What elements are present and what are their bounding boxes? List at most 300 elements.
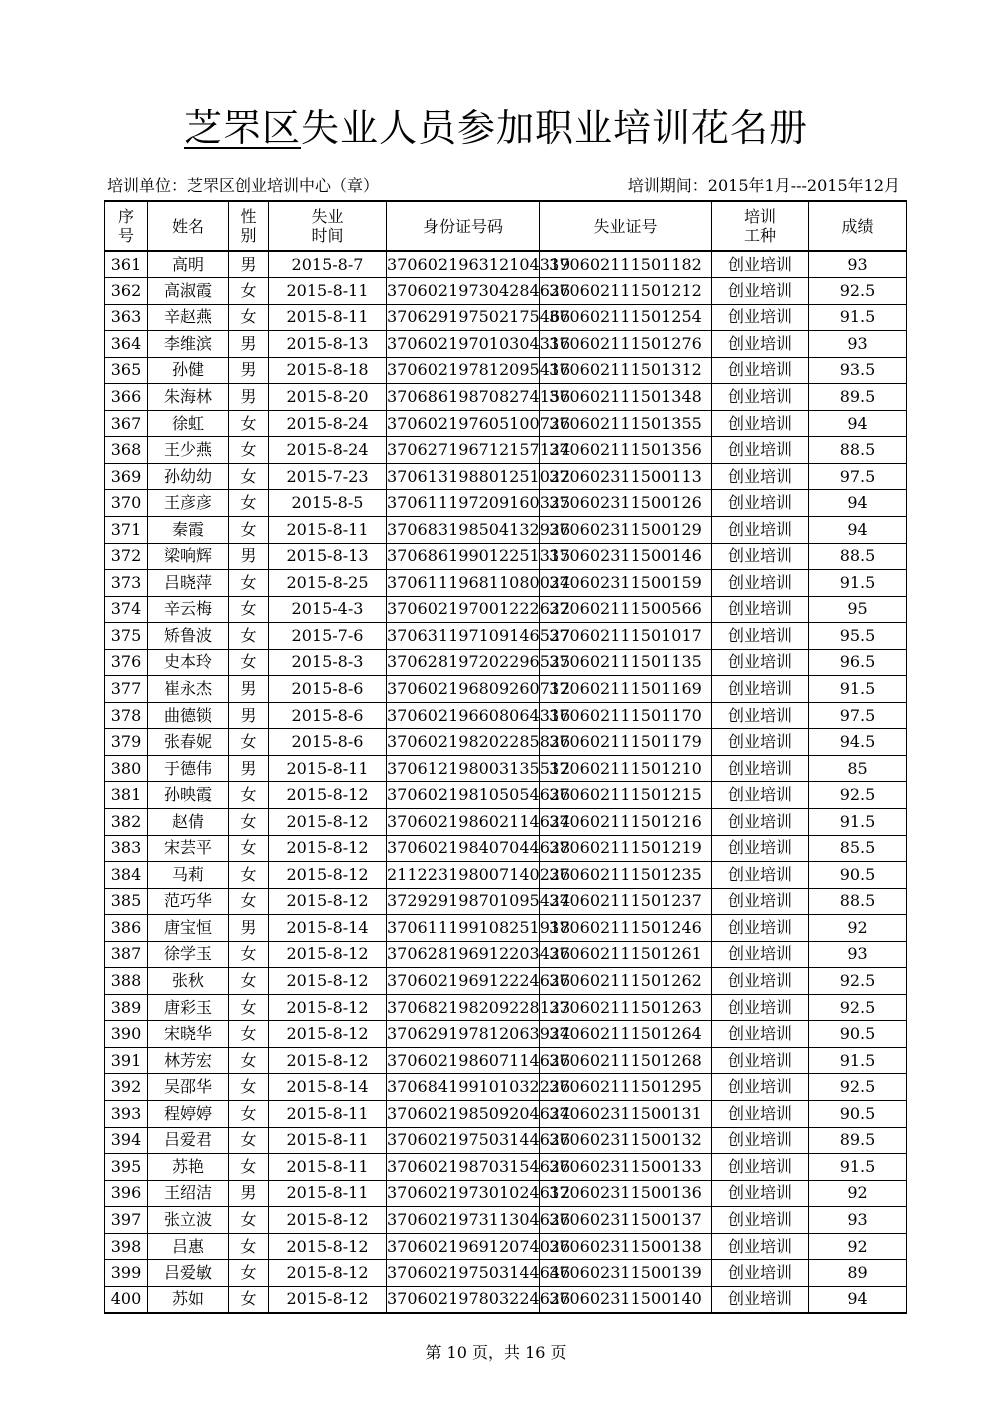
- row-id-number: 370629197502175466: [387, 304, 540, 331]
- table-row: [105, 596, 907, 623]
- row-unemployment-time: 2015-8-11: [269, 278, 387, 305]
- row-id-number: 211223198007140226: [387, 862, 540, 889]
- row-no: 370: [105, 490, 148, 517]
- row-no: 386: [105, 915, 148, 942]
- row-certificate-number: 370602111501263: [540, 994, 712, 1021]
- row-score: 88.5: [809, 543, 907, 570]
- row-certificate-number: 370602111501356: [540, 437, 712, 464]
- row-certificate-number: 370602111501246: [540, 915, 712, 942]
- row-name: 吕爱敏: [148, 1260, 229, 1287]
- row-no: 387: [105, 941, 148, 968]
- row-unemployment-time: 2015-8-24: [269, 410, 387, 437]
- row-score: 92: [809, 1233, 907, 1260]
- row-score: 92.5: [809, 994, 907, 1021]
- row-id-number: 370628197202296525: [387, 649, 540, 676]
- page-footer: 第 10 页，共 16 页: [425, 1343, 567, 1362]
- row-id-number: 370686198708274156: [387, 384, 540, 411]
- row-training-type: 创业培训: [712, 1260, 809, 1287]
- table-row: [105, 357, 907, 384]
- row-id-number: 370628196912203426: [387, 941, 540, 968]
- row-no: 379: [105, 729, 148, 756]
- row-name: 范巧华: [148, 888, 229, 915]
- table-row: [105, 1180, 907, 1207]
- title-main: 失业人员参加职业培训花名册: [301, 106, 809, 150]
- row-gender: 女: [229, 808, 269, 835]
- row-certificate-number: 370602111501295: [540, 1074, 712, 1101]
- row-gender: 女: [229, 1127, 269, 1154]
- row-training-type: 创业培训: [712, 410, 809, 437]
- table-row: [105, 1074, 907, 1101]
- row-score: 97.5: [809, 463, 907, 490]
- row-id-number: 370602197503144646: [387, 1260, 540, 1287]
- row-training-type: 创业培训: [712, 782, 809, 809]
- row-certificate-number: 370602111501182: [540, 251, 712, 278]
- row-no: 363: [105, 304, 148, 331]
- row-training-type: 创业培训: [712, 516, 809, 543]
- table-row: [105, 1207, 907, 1234]
- row-unemployment-time: 2015-4-3: [269, 596, 387, 623]
- table-row: [105, 862, 907, 889]
- row-certificate-number: 370602111501276: [540, 331, 712, 358]
- row-gender: 女: [229, 1260, 269, 1287]
- row-training-type: 创业培训: [712, 755, 809, 782]
- row-training-type: 创业培训: [712, 463, 809, 490]
- row-score: 94: [809, 490, 907, 517]
- row-certificate-number: 370602111501312: [540, 357, 712, 384]
- row-id-number: 370602198407044628: [387, 835, 540, 862]
- table-row: [105, 384, 907, 411]
- row-unemployment-time: 2015-7-6: [269, 623, 387, 650]
- row-unemployment-time: 2015-8-11: [269, 1101, 387, 1128]
- row-id-number: 370602198607114626: [387, 1047, 540, 1074]
- row-name: 马莉: [148, 862, 229, 889]
- row-certificate-number: 370602111500566: [540, 596, 712, 623]
- row-no: 389: [105, 994, 148, 1021]
- row-training-type: 创业培训: [712, 941, 809, 968]
- row-name: 高明: [148, 251, 229, 278]
- row-certificate-number: 370602111501261: [540, 941, 712, 968]
- row-score: 91.5: [809, 1154, 907, 1181]
- table-row: [105, 941, 907, 968]
- row-gender: 男: [229, 1180, 269, 1207]
- table-row: [105, 676, 907, 703]
- row-no: 390: [105, 1021, 148, 1048]
- table-row: [105, 251, 907, 278]
- row-score: 89.5: [809, 384, 907, 411]
- row-training-type: 创业培训: [712, 331, 809, 358]
- table-row: [105, 516, 907, 543]
- row-unemployment-time: 2015-8-13: [269, 331, 387, 358]
- row-id-number: 370629197812063924: [387, 1021, 540, 1048]
- table-row: [105, 331, 907, 358]
- row-training-type: 创业培训: [712, 304, 809, 331]
- row-name: 曲德锁: [148, 702, 229, 729]
- row-unemployment-time: 2015-8-12: [269, 888, 387, 915]
- row-id-number: 370602198509204624: [387, 1101, 540, 1128]
- row-unemployment-time: 2015-8-11: [269, 1154, 387, 1181]
- row-name: 孙健: [148, 357, 229, 384]
- row-certificate-number: 370602111501262: [540, 968, 712, 995]
- row-name: 徐学玉: [148, 941, 229, 968]
- row-score: 92.5: [809, 782, 907, 809]
- row-name: 孙幼幼: [148, 463, 229, 490]
- row-no: 375: [105, 623, 148, 650]
- row-name: 唐彩玉: [148, 994, 229, 1021]
- row-name: 张春妮: [148, 729, 229, 756]
- row-score: 93: [809, 1207, 907, 1234]
- row-certificate-number: 370602111501348: [540, 384, 712, 411]
- row-gender: 女: [229, 278, 269, 305]
- row-certificate-number: 370602311500136: [540, 1180, 712, 1207]
- row-id-number: 370686199012251315: [387, 543, 540, 570]
- row-score: 92.5: [809, 278, 907, 305]
- row-training-type: 创业培训: [712, 994, 809, 1021]
- row-unemployment-time: 2015-8-5: [269, 490, 387, 517]
- row-id-number: 370613198801251022: [387, 463, 540, 490]
- row-score: 94: [809, 516, 907, 543]
- row-training-type: 创业培训: [712, 835, 809, 862]
- row-gender: 女: [229, 835, 269, 862]
- row-training-type: 创业培训: [712, 915, 809, 942]
- row-no: 365: [105, 357, 148, 384]
- row-certificate-number: 370602311500113: [540, 463, 712, 490]
- row-name: 高淑霞: [148, 278, 229, 305]
- row-name: 辛赵燕: [148, 304, 229, 331]
- table-row: [105, 1101, 907, 1128]
- row-id-number: 370602197803224626: [387, 1286, 540, 1313]
- table-row: [105, 808, 907, 835]
- row-name: 张立波: [148, 1207, 229, 1234]
- row-no: 377: [105, 676, 148, 703]
- row-unemployment-time: 2015-8-11: [269, 304, 387, 331]
- row-id-number: 370602197301024612: [387, 1180, 540, 1207]
- row-score: 92.5: [809, 968, 907, 995]
- row-score: 90.5: [809, 1101, 907, 1128]
- row-gender: 男: [229, 543, 269, 570]
- row-score: 88.5: [809, 888, 907, 915]
- training-unit: 培训单位：芝罘区创业培训中心（章）: [107, 176, 380, 195]
- row-no: 361: [105, 251, 148, 278]
- row-score: 95.5: [809, 623, 907, 650]
- row-score: 91.5: [809, 304, 907, 331]
- row-training-type: 创业培训: [712, 649, 809, 676]
- row-score: 92: [809, 1180, 907, 1207]
- row-certificate-number: 370602311500133: [540, 1154, 712, 1181]
- row-name: 苏艳: [148, 1154, 229, 1181]
- row-no: 391: [105, 1047, 148, 1074]
- row-unemployment-time: 2015-8-11: [269, 516, 387, 543]
- row-no: 364: [105, 331, 148, 358]
- row-no: 376: [105, 649, 148, 676]
- row-name: 王绍洁: [148, 1180, 229, 1207]
- title-district: 芝罘区: [183, 106, 301, 150]
- row-score: 92.5: [809, 1074, 907, 1101]
- row-id-number: 370602196312104319: [387, 251, 540, 278]
- row-training-type: 创业培训: [712, 1286, 809, 1313]
- row-id-number: 370602198105054626: [387, 782, 540, 809]
- table-row: [105, 1154, 907, 1181]
- row-certificate-number: 370602111501268: [540, 1047, 712, 1074]
- row-certificate-number: 370602311500138: [540, 1233, 712, 1260]
- row-id-number: 370611199108251918: [387, 915, 540, 942]
- row-unemployment-time: 2015-8-12: [269, 968, 387, 995]
- row-training-type: 创业培训: [712, 1101, 809, 1128]
- row-certificate-number: 370602111501169: [540, 676, 712, 703]
- row-training-type: 创业培训: [712, 570, 809, 597]
- header-training-type: 培训 工种: [712, 201, 809, 251]
- table-row: [105, 702, 907, 729]
- row-name: 张秋: [148, 968, 229, 995]
- row-certificate-number: 370602111501355: [540, 410, 712, 437]
- row-no: 369: [105, 463, 148, 490]
- row-name: 吕爱君: [148, 1127, 229, 1154]
- row-training-type: 创业培训: [712, 251, 809, 278]
- row-score: 90.5: [809, 862, 907, 889]
- row-score: 94: [809, 410, 907, 437]
- row-certificate-number: 370602311500137: [540, 1207, 712, 1234]
- row-no: 378: [105, 702, 148, 729]
- row-certificate-number: 370602311500132: [540, 1127, 712, 1154]
- row-id-number: 370627196712157124: [387, 437, 540, 464]
- row-certificate-number: 370602111501215: [540, 782, 712, 809]
- row-score: 92: [809, 915, 907, 942]
- row-no: 372: [105, 543, 148, 570]
- row-unemployment-time: 2015-8-11: [269, 1180, 387, 1207]
- row-unemployment-time: 2015-8-6: [269, 729, 387, 756]
- row-id-number: 370602197503144626: [387, 1127, 540, 1154]
- row-id-number: 370602196608064316: [387, 702, 540, 729]
- row-score: 93.5: [809, 357, 907, 384]
- row-training-type: 创业培训: [712, 596, 809, 623]
- row-gender: 男: [229, 384, 269, 411]
- header-gender: 性 别: [229, 201, 269, 251]
- row-id-number: 370684199101032226: [387, 1074, 540, 1101]
- table-row: [105, 1127, 907, 1154]
- table-header: [105, 201, 907, 251]
- row-score: 91.5: [809, 1047, 907, 1074]
- row-certificate-number: 370602311500159: [540, 570, 712, 597]
- row-certificate-number: 370602111501179: [540, 729, 712, 756]
- row-gender: 女: [229, 490, 269, 517]
- header-score: 成绩: [809, 201, 907, 251]
- row-unemployment-time: 2015-8-12: [269, 862, 387, 889]
- row-certificate-number: 370602311500140: [540, 1286, 712, 1313]
- document-title: [0, 100, 992, 156]
- row-score: 94.5: [809, 729, 907, 756]
- row-unemployment-time: 2015-8-12: [269, 941, 387, 968]
- row-name: 辛云梅: [148, 596, 229, 623]
- row-id-number: 370602196912074026: [387, 1233, 540, 1260]
- row-gender: 男: [229, 676, 269, 703]
- row-name: 李维滨: [148, 331, 229, 358]
- row-score: 91.5: [809, 676, 907, 703]
- row-training-type: 创业培训: [712, 1207, 809, 1234]
- row-score: 93: [809, 941, 907, 968]
- row-unemployment-time: 2015-8-25: [269, 570, 387, 597]
- row-score: 96.5: [809, 649, 907, 676]
- row-name: 王彦彦: [148, 490, 229, 517]
- row-name: 崔永杰: [148, 676, 229, 703]
- row-training-type: 创业培训: [712, 543, 809, 570]
- table-row: [105, 835, 907, 862]
- row-unemployment-time: 2015-8-12: [269, 1021, 387, 1048]
- row-training-type: 创业培训: [712, 1047, 809, 1074]
- row-unemployment-time: 2015-8-14: [269, 915, 387, 942]
- row-gender: 女: [229, 729, 269, 756]
- row-name: 徐虹: [148, 410, 229, 437]
- row-no: 393: [105, 1101, 148, 1128]
- row-gender: 女: [229, 304, 269, 331]
- row-unemployment-time: 2015-8-20: [269, 384, 387, 411]
- table-row: [105, 649, 907, 676]
- row-name: 孙映霞: [148, 782, 229, 809]
- row-no: 374: [105, 596, 148, 623]
- row-no: 382: [105, 808, 148, 835]
- row-score: 95: [809, 596, 907, 623]
- row-gender: 女: [229, 941, 269, 968]
- row-certificate-number: 370602111501235: [540, 862, 712, 889]
- table-row: [105, 463, 907, 490]
- row-gender: 女: [229, 1154, 269, 1181]
- row-gender: 男: [229, 357, 269, 384]
- row-certificate-number: 370602111501219: [540, 835, 712, 862]
- row-name: 程婷婷: [148, 1101, 229, 1128]
- row-no: 362: [105, 278, 148, 305]
- row-unemployment-time: 2015-8-14: [269, 1074, 387, 1101]
- row-gender: 男: [229, 331, 269, 358]
- row-name: 林芳宏: [148, 1047, 229, 1074]
- row-id-number: 370602196912224626: [387, 968, 540, 995]
- row-unemployment-time: 2015-8-12: [269, 1047, 387, 1074]
- row-gender: 女: [229, 516, 269, 543]
- row-unemployment-time: 2015-8-6: [269, 702, 387, 729]
- row-gender: 男: [229, 251, 269, 278]
- row-id-number: 370611197209160325: [387, 490, 540, 517]
- row-no: 395: [105, 1154, 148, 1181]
- row-training-type: 创业培训: [712, 1074, 809, 1101]
- table-row: [105, 570, 907, 597]
- table-row: [105, 888, 907, 915]
- row-training-type: 创业培训: [712, 278, 809, 305]
- table-row: [105, 755, 907, 782]
- row-training-type: 创业培训: [712, 888, 809, 915]
- row-no: 388: [105, 968, 148, 995]
- row-gender: 女: [229, 1207, 269, 1234]
- row-gender: 男: [229, 702, 269, 729]
- row-gender: 女: [229, 623, 269, 650]
- row-unemployment-time: 2015-8-12: [269, 1207, 387, 1234]
- row-certificate-number: 370602111501135: [540, 649, 712, 676]
- row-unemployment-time: 2015-7-23: [269, 463, 387, 490]
- row-score: 93: [809, 331, 907, 358]
- row-training-type: 创业培训: [712, 1233, 809, 1260]
- row-id-number: 370612198003135512: [387, 755, 540, 782]
- table-row: [105, 782, 907, 809]
- table-row: [105, 1286, 907, 1313]
- row-training-type: 创业培训: [712, 702, 809, 729]
- row-no: 385: [105, 888, 148, 915]
- row-name: 宋芸平: [148, 835, 229, 862]
- row-unemployment-time: 2015-8-11: [269, 1127, 387, 1154]
- row-no: 400: [105, 1286, 148, 1313]
- row-score: 91.5: [809, 808, 907, 835]
- training-period: 培训期间：2015年1月---2015年12月: [627, 176, 900, 195]
- row-name: 朱海林: [148, 384, 229, 411]
- row-gender: 女: [229, 410, 269, 437]
- row-certificate-number: 370602111501254: [540, 304, 712, 331]
- row-score: 93: [809, 251, 907, 278]
- row-training-type: 创业培训: [712, 1154, 809, 1181]
- row-gender: 女: [229, 437, 269, 464]
- row-no: 396: [105, 1180, 148, 1207]
- row-no: 398: [105, 1233, 148, 1260]
- row-score: 89: [809, 1260, 907, 1287]
- row-id-number: 372929198701095424: [387, 888, 540, 915]
- row-no: 384: [105, 862, 148, 889]
- row-unemployment-time: 2015-8-12: [269, 782, 387, 809]
- row-gender: 女: [229, 1233, 269, 1260]
- row-certificate-number: 370602111501210: [540, 755, 712, 782]
- row-id-number: 370611196811080024: [387, 570, 540, 597]
- row-score: 85.5: [809, 835, 907, 862]
- row-training-type: 创业培训: [712, 437, 809, 464]
- table-row: [105, 915, 907, 942]
- row-id-number: 370602196809260712: [387, 676, 540, 703]
- row-no: 397: [105, 1207, 148, 1234]
- row-no: 368: [105, 437, 148, 464]
- row-gender: 女: [229, 1021, 269, 1048]
- row-certificate-number: 370602311500146: [540, 543, 712, 570]
- row-training-type: 创业培训: [712, 623, 809, 650]
- row-id-number: 370602197304284626: [387, 278, 540, 305]
- table-row: [105, 623, 907, 650]
- row-no: 392: [105, 1074, 148, 1101]
- header-name: 姓名: [148, 201, 229, 251]
- row-certificate-number: 370602111501216: [540, 808, 712, 835]
- row-score: 91.5: [809, 570, 907, 597]
- row-unemployment-time: 2015-8-12: [269, 1233, 387, 1260]
- table-row: [105, 490, 907, 517]
- row-no: 399: [105, 1260, 148, 1287]
- row-unemployment-time: 2015-8-11: [269, 755, 387, 782]
- row-score: 90.5: [809, 1021, 907, 1048]
- row-gender: 女: [229, 1286, 269, 1313]
- row-score: 88.5: [809, 437, 907, 464]
- table-row: [105, 1047, 907, 1074]
- row-gender: 女: [229, 1047, 269, 1074]
- row-unemployment-time: 2015-8-6: [269, 676, 387, 703]
- row-id-number: 370602197605100726: [387, 410, 540, 437]
- row-gender: 女: [229, 596, 269, 623]
- row-gender: 女: [229, 570, 269, 597]
- header-unemployment-time: 失业 时间: [269, 201, 387, 251]
- row-certificate-number: 370602111501237: [540, 888, 712, 915]
- row-no: 371: [105, 516, 148, 543]
- row-training-type: 创业培训: [712, 384, 809, 411]
- row-unemployment-time: 2015-8-7: [269, 251, 387, 278]
- table-row: [105, 729, 907, 756]
- table-row: [105, 1021, 907, 1048]
- row-gender: 女: [229, 1101, 269, 1128]
- row-training-type: 创业培训: [712, 490, 809, 517]
- row-id-number: 370602198202285826: [387, 729, 540, 756]
- row-no: 366: [105, 384, 148, 411]
- row-score: 97.5: [809, 702, 907, 729]
- row-unemployment-time: 2015-8-13: [269, 543, 387, 570]
- row-id-number: 370602197311304626: [387, 1207, 540, 1234]
- row-training-type: 创业培训: [712, 808, 809, 835]
- row-no: 380: [105, 755, 148, 782]
